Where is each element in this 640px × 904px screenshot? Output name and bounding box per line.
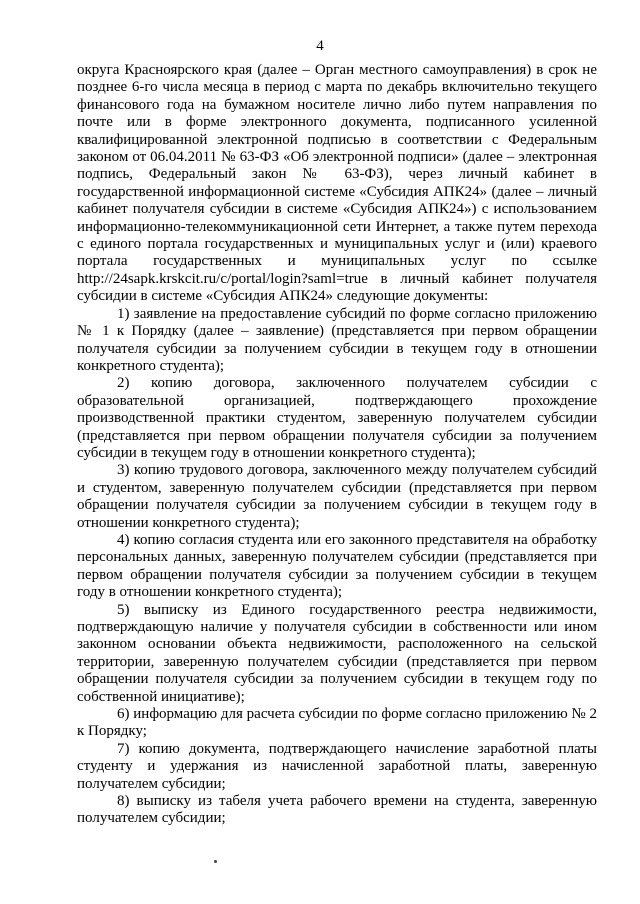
document-body	[77, 62, 597, 828]
list-item-6: 6) информацию для расчета субсидии по форме согласно приложению № 2 к Порядку;	[77, 706, 597, 740]
list-item-1: 1) заявление на предоставление субсидий по форме согласно приложению № 1 к Порядку (далее – заявление) (представляется при первом обращении получателя субсидии за получением субсидии в текущем году в отношении конкретного студента);	[77, 305, 597, 374]
paragraph-intro: округа Красноярского края (далее – Орган местного самоуправления) в срок не позднее 6-го числа месяца в период с марта по декабрь включительно текущего финансового года на бумажном носителе лично либо путем направления по почте или в форме электронного документа, подписанного усиленной квалифицированной электронной подписью в соответствии с Федеральным законом от 06.04.2011 № 63-ФЗ «Об электронной подписи» (далее – электронная подпись, Федеральный закон № 63-ФЗ), через личный кабинет в государственной информационной системе «Субсидия АПК24» (далее – личный кабинет получателя субсидии в системе «Субсидия АПК24») с использованием информационно-телекоммуникационной сети Интернет, а также путем перехода с единого портала государственных и муниципальных услуг и (или) краевого портала государственных и муниципальных услуг по ссылке http://24sapk.krskcit.ru/c/portal/login?saml=true в личный кабинет получателя субсидии в системе «Субсидия АПК24» следующие документы:	[77, 62, 597, 305]
list-item-3: 3) копию трудового договора, заключенного между получателем субсидий и студентом, заверенную получателем субсидии (представляется при первом обращении получателя субсидии за получением субсидии в текущем году в отношении конкретного студента);	[77, 462, 597, 531]
list-item-5: 5) выписку из Единого государственного реестра недвижимости, подтверждающую наличие у получателя субсидии в собственности или ином законном основании объекта недвижимости, расположенного на сельской территории, заверенную получателем субсидии (представляется при первом обращении получателя субсидии за получением субсидии в текущем году по собственной инициативе);	[77, 601, 597, 705]
list-item-4: 4) копию согласия студента или его законного представителя на обработку персональных данных, заверенную получателем субсидии (представляется при первом обращении получателя субсидии за получением субсидии в текущем году в отношении конкретного студента);	[77, 531, 597, 601]
scan-speck	[214, 860, 217, 863]
list-item-8: 8) выписку из табеля учета рабочего времени на студента, заверенную получателем субсидии;	[77, 793, 597, 827]
list-item-2: 2) копию договора, заключенного получателем субсидии с образовательной организацией, подтверждающего прохождение производственной практики студентом, заверенную получателем субсидии (представляется при первом обращении получателя субсидии за получением субсидии в текущем году в отношении конкретного студента);	[77, 375, 597, 461]
page-number: 4	[316, 38, 324, 54]
list-item-7: 7) копию документа, подтверждающего начисление заработной платы студенту и удержания из начисленной заработной платы, заверенную получателем субсидии;	[77, 740, 597, 792]
